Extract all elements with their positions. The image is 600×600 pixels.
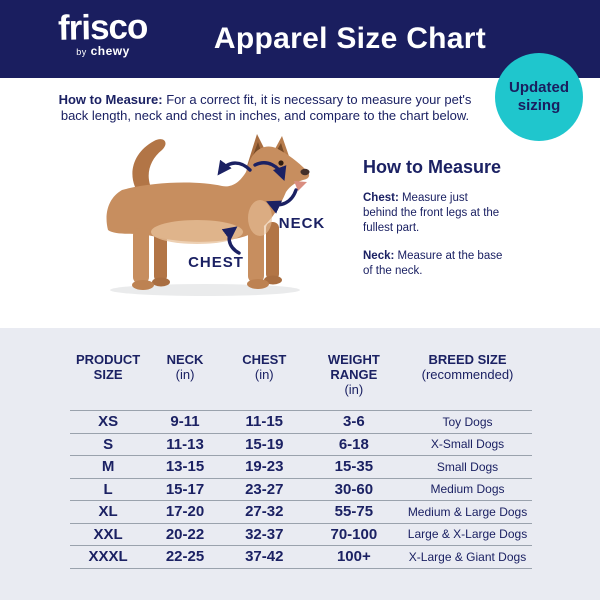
cell-weight: 70-100 bbox=[330, 525, 378, 543]
chest-instruction-label: Chest: bbox=[363, 192, 399, 204]
cell-breed: X-Large & Giant Dogs bbox=[408, 549, 527, 564]
size-chart-body bbox=[70, 410, 532, 569]
neck-instruction-label: Neck: bbox=[363, 250, 395, 262]
cell-chest: 32-37 bbox=[245, 525, 284, 543]
dog-rear-far-paw bbox=[152, 278, 170, 287]
cell-breed: Toy Dogs bbox=[442, 414, 493, 429]
column-header-unit: (in) bbox=[175, 367, 195, 382]
chest-instruction bbox=[363, 191, 503, 236]
dog-eye bbox=[278, 160, 283, 165]
neck-instruction-text: Measure at the base of the neck. bbox=[363, 250, 503, 277]
cell-size: L bbox=[103, 480, 113, 498]
column-header-unit: (in) bbox=[344, 382, 364, 397]
badge-line2: sizing bbox=[517, 97, 561, 114]
cell-chest: 15-19 bbox=[245, 435, 284, 453]
column-header-line: RANGE bbox=[330, 367, 378, 382]
cell-weight: 30-60 bbox=[334, 480, 374, 498]
cell-size: XXXL bbox=[88, 548, 128, 566]
intro-text bbox=[50, 92, 480, 124]
intro-body: For a correct fit, it is necessary to measure your pet's back length, neck and chest in inches, and compare to the chart below. bbox=[60, 92, 472, 123]
chewy-wordmark: chewy bbox=[90, 44, 130, 58]
dog-nose bbox=[301, 169, 310, 175]
cell-neck: 22-25 bbox=[165, 548, 205, 566]
cell-weight: 100+ bbox=[336, 548, 371, 566]
updated-sizing-badge bbox=[495, 53, 583, 141]
by-chewy-by-text: by bbox=[76, 47, 87, 57]
cell-breed: Small Dogs bbox=[436, 459, 499, 474]
cell-breed: Large & X-Large Dogs bbox=[407, 527, 528, 542]
neck-instruction bbox=[363, 249, 503, 279]
cell-size: S bbox=[103, 435, 114, 453]
cell-breed: Medium Dogs bbox=[430, 482, 505, 497]
table-row-xxxl bbox=[70, 545, 532, 568]
cell-chest: 23-27 bbox=[245, 480, 284, 498]
cell-breed: Medium & Large Dogs bbox=[407, 504, 528, 519]
column-header-line: BREED SIZE bbox=[428, 352, 507, 367]
badge-line1: Updated bbox=[509, 79, 569, 96]
table-row-xxl bbox=[70, 523, 532, 546]
cell-chest: 19-23 bbox=[245, 458, 284, 476]
cell-weight: 55-75 bbox=[334, 503, 374, 521]
table-row-l bbox=[70, 478, 532, 501]
dog-measurement-diagram bbox=[100, 130, 355, 302]
table-row-xs bbox=[70, 410, 532, 433]
cell-breed: X-Small Dogs bbox=[430, 437, 505, 452]
cell-size: XL bbox=[98, 503, 118, 521]
cell-neck: 17-20 bbox=[165, 503, 205, 521]
cell-neck: 20-22 bbox=[165, 525, 205, 543]
cell-chest: 37-42 bbox=[245, 548, 284, 566]
frisco-logo-wordmark: frisco bbox=[58, 7, 148, 48]
dog-chest-highlight bbox=[248, 200, 272, 236]
page-title: Apparel Size Chart bbox=[213, 22, 487, 55]
column-header-unit: (in) bbox=[254, 367, 274, 382]
neck-arrow-left bbox=[220, 163, 250, 172]
table-row-s bbox=[70, 433, 532, 456]
dog-rear-near-paw bbox=[132, 280, 154, 290]
cell-size: XXL bbox=[93, 525, 123, 543]
column-header-product-size bbox=[70, 352, 146, 397]
column-header-line: PRODUCT bbox=[75, 352, 141, 367]
how-to-measure-block bbox=[363, 157, 503, 292]
cell-neck: 11-13 bbox=[166, 435, 204, 453]
chest-diagram-label: CHEST bbox=[188, 254, 244, 271]
column-header-chest bbox=[224, 352, 305, 397]
cell-neck: 13-15 bbox=[165, 458, 205, 476]
intro-bold: How to Measure: bbox=[58, 92, 163, 107]
column-header-weight-range bbox=[305, 352, 403, 397]
cell-size: XS bbox=[98, 413, 119, 431]
column-header-breed-size bbox=[403, 352, 532, 397]
table-row-xl bbox=[70, 500, 532, 523]
dog-front-near-paw bbox=[247, 279, 269, 289]
column-header-unit: (recommended) bbox=[421, 367, 514, 382]
column-header-line: WEIGHT bbox=[327, 352, 380, 367]
cell-size: M bbox=[101, 458, 115, 476]
column-header-neck bbox=[146, 352, 224, 397]
table-row-m bbox=[70, 455, 532, 478]
cell-weight: 3-6 bbox=[343, 413, 365, 431]
neck-diagram-label: NECK bbox=[278, 215, 326, 232]
size-chart-section bbox=[0, 328, 600, 600]
cell-chest: 11-15 bbox=[245, 413, 284, 431]
chest-instruction-text: Measure just behind the front legs at the fullest part. bbox=[363, 192, 500, 234]
cell-weight: 6-18 bbox=[338, 435, 369, 453]
cell-chest: 27-32 bbox=[245, 503, 284, 521]
frisco-logo bbox=[48, 7, 158, 58]
column-header-line: SIZE bbox=[93, 367, 123, 382]
how-to-measure-heading: How to Measure bbox=[363, 157, 502, 177]
cell-neck: 15-17 bbox=[165, 480, 205, 498]
cell-weight: 15-35 bbox=[334, 458, 374, 476]
dog-rear-near-leg bbox=[133, 228, 149, 284]
size-chart-header-row bbox=[70, 352, 532, 397]
column-header-line: NECK bbox=[166, 352, 204, 367]
cell-neck: 9-11 bbox=[170, 413, 200, 431]
column-header-line: CHEST bbox=[242, 352, 287, 367]
